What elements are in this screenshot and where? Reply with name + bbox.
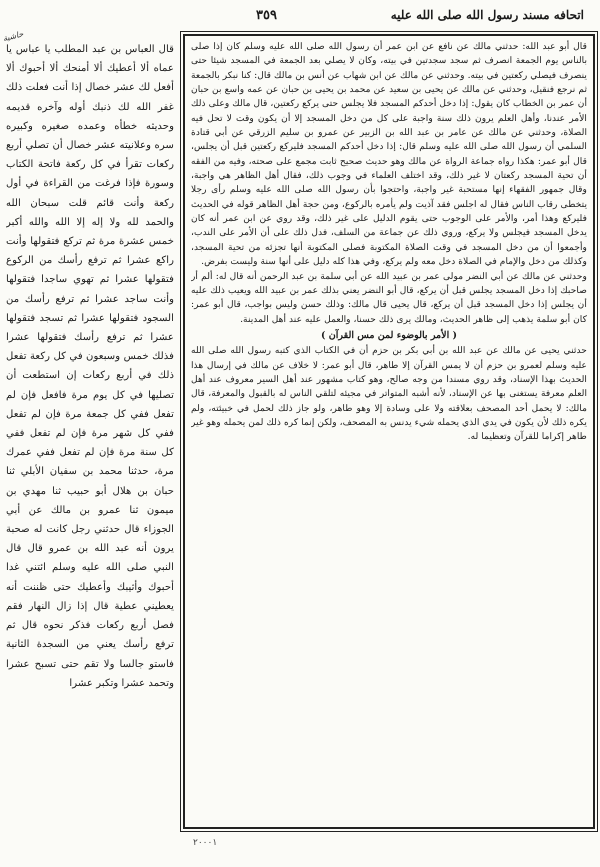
handwritten-note: حاشية [1,29,25,44]
main-text-body [191,40,587,823]
margin-commentary [6,40,174,830]
chapter-heading: ( الأمر بالوضوء لمن مس القرآن ) [320,329,458,341]
page-header [6,6,594,28]
margin-paragraph: قال العباس بن عبد المطلب يا عباس يا عماه ألا أعطيك ألا أمنحك ألا أحبوك ألا أفعل لك عشر خصال إذا أنت فعلت ذلك غفر الله لك ذنبك أوله وآخره قديمه وحديثه خطأه وعمده صغيره وكبيره سره وعلانيته عشر خصال أن تصلي أربع ركعات تقرأ في كل ركعة فاتحة الكتاب وسورة فإذا فرغت من القراءة في أول ركعة وأنت قائم قلت سبحان الله والحمد لله ولا إله إلا الله والله أكبر خمس عشرة مرة ثم تركع فتقولها وأنت راكع عشرا ثم ترفع رأسك من الركوع فتقولها عشرا ثم تهوي ساجدا فتقولها وأنت ساجد عشرا ثم ترفع رأسك من السجود فتقولها عشرا ثم تسجد فتقولها عشرا ثم ترفع رأسك فتقولها عشرا فذلك خمس وسبعون في كل ركعة تفعل ذلك في أربع ركعات إن استطعت أن تصليها في كل يوم مرة فافعل فإن لم تفعل ففي كل جمعة مرة فإن لم تفعل ففي كل شهر مرة فإن لم تفعل ففي كل سنة مرة فإن لم تفعل ففي عمرك مرة، حدثنا محمد بن سفيان الأبلي ثنا حبان بن هلال أبو حبيب ثنا مهدي بن ميمون ثنا عمرو بن مالك عن أبي الجوزاء قال حدثني رجل كانت له صحبة يرون أنه عبد الله بن عمرو قال قال النبي صلى الله عليه وسلم ائتني غدا أحبوك وأثيبك وأعطيك حتى ظننت أنه يعطيني عطية قال إذا زال النهار فقم فصل أربع ركعات فذكر نحوه قال ثم ترفع رأسك يعني من السجدة الثانية فاستو جالسا ولا تقم حتى تسبح عشرا وتحمد عشرا وتكبر عشرا [6,44,174,689]
main-paragraph-1: قال أبو عبد الله: حدثني مالك عن نافع عن ابن عمر أن رسول الله صلى الله عليه وسلم كان إذا صلى بالناس يوم الجمعة انصرف ثم سجد سجدتين في بيته، وكان لا يصلي بعد الجمعة في المسجد شيئا حتى ينصرف فيصلي ركعتين في بيته. وحدثني عن مالك عن ابن شهاب عن أنس بن مالك قال: كنا نبكر بالجمعة ثم نرجع فنقيل، وحدثني عن مالك عن يحيى بن سعيد عن محمد بن يحيى بن حبان عن عمه واسع بن حبان أن عمر بن الخطاب كان يقول: إذا دخل أحدكم المسجد فلا يجلس حتى يركع ركعتين، قال مالك وعلى ذلك الأمر عندنا، وأهل العلم يرون ذلك سنة واجبة على كل من دخل المسجد إلا أن يكون وقت لا تحل فيه الصلاة، وحدثني عن مالك عن عامر بن عبد الله بن الزبير عن عمرو بن سليم الزرقي عن أبي قتادة السلمي أن رسول الله صلى الله عليه وسلم قال: إذا دخل أحدكم المسجد فليركع ركعتين قبل أن يجلس، قال أبو عمر: هكذا رواه جماعة الرواة عن مالك وهو حديث صحيح ثابت مجمع على صحته، وفيه من الفقه أن تحية المسجد ركعتان لا غير ذلك، وقد اختلف العلماء في وجوب ذلك، فقال أهل الظاهر هي واجبة، وقال جمهور الفقهاء إنها مستحبة غير واجبة، واحتجوا بأن رسول الله صلى الله عليه وسلم رأى رجلا يتخطى رقاب الناس فقال له اجلس فقد آذيت ولم يأمره بالركوع، ومن حجة أهل الظاهر قوله في الحديث فليركع وهذا أمر، والأمر على الوجوب حتى يقوم الدليل على غير ذلك، وقد روي عن ابن عمر أنه كان يدخل المسجد فيجلس ولا يركع، وروي ذلك عن جماعة من السلف، فدل ذلك على أن الأمر على الندب، وأجمعوا أن من دخل المسجد في وقت الصلاة المكتوبة فصلى المكتوبة أنها تجزئه من تحية المسجد، وكذلك من دخل والإمام في الصلاة دخل معه ولم يركع، وفي هذا كله دليل على أنها سنة وليست بفرض. [191,41,587,268]
page-footer [183,836,595,858]
main-text-frame [183,34,595,829]
page-number: ٣٥٩ [256,8,277,23]
running-title: اتحافه مسند رسول الله صلى الله عليه [390,8,584,22]
footer-signature: ٢٠٠٠١ [193,838,218,848]
main-paragraph-3: حدثني يحيى عن مالك عن عبد الله بن أبي بكر بن حزم أن في الكتاب الذي كتبه رسول الله صلى الله عليه وسلم لعمرو بن حزم أن لا يمس القرآن إلا طاهر، قال أبو عمر: لا خلاف عن مالك في إرسال هذا الحديث بهذا الإسناد، وقد روي مسندا من وجه صالح، وهو كتاب مشهور عند أهل السير معروف عند أهل العلم معرفة يستغنى بها عن الإسناد، لأنه أشبه المتواتر في مجيئه لتلقي الناس له بالقبول والمعرفة، قال مالك: لا يحمل أحد المصحف بعلاقته ولا على وسادة إلا وهو طاهر، ولو جاز ذلك لحمل في خبيئته، ولم يكره ذلك لأن يكون في يدي الذي يحمله شيء يدنس به المصحف، ولكن إنما كره ذلك لمن يحمله وهو غير طاهر إكراما للقرآن وتعظيما له. [191,345,587,443]
main-paragraph-2: وحدثني عن مالك عن أبي النضر مولى عمر بن عبيد الله عن أبي سلمة بن عبد الرحمن أنه قال له: ألم أر صاحبك إذا دخل المسجد يجلس قبل أن يركع، قال أبو النضر يعني بذلك عمر بن عبيد الله ويعيب ذلك عليه أن يجلس إذا دخل المسجد قبل أن يركع، قال يحيى قال مالك: وذلك حسن وليس بواجب، قال أبو عمر: كان أبو سلمة يذهب إلى ظاهر الحديث، ومالك يرى ذلك حسنا، والعمل عليه عند أهل المدينة. [191,270,587,325]
